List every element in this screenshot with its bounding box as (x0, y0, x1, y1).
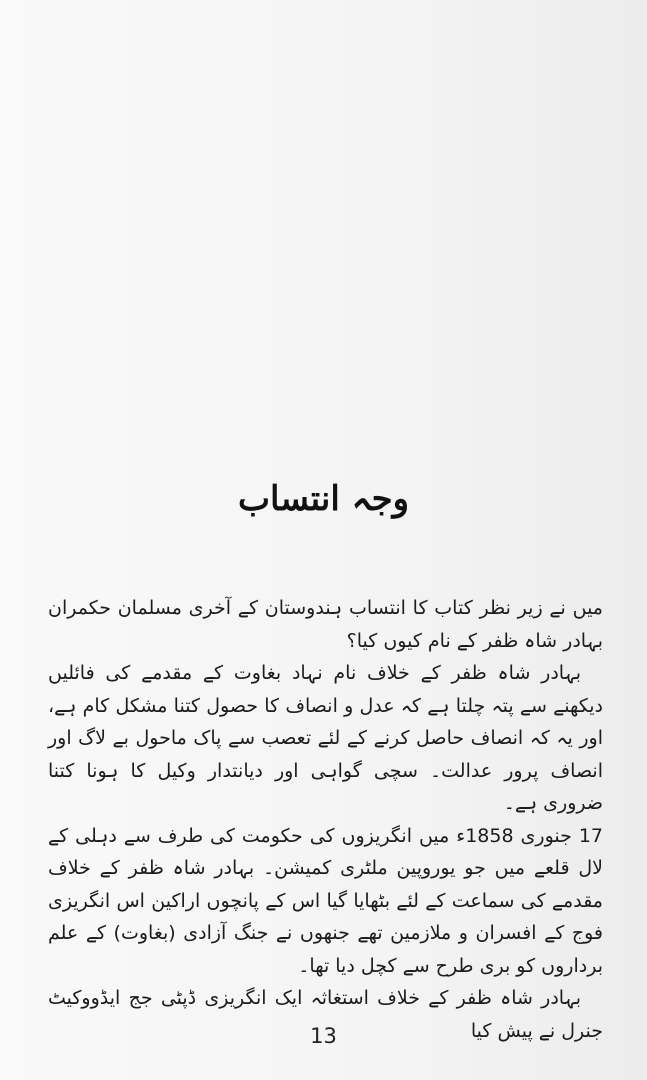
page-title: وجہ انتساب (237, 479, 410, 519)
paragraph: بہادر شاہ ظفر کے خلاف نام نہاد بغاوت کے مقدمے کی فائلیں دیکھنے سے پتہ چلتا ہے کہ عدل و انصاف کا حصول کتنا مشکل کام ہے، اور یہ کہ انصاف حاصل کرنے کے لئے تعصب سے پاک ماحول بے لاگ اور انصاف پرور عدالت۔ سچی گواہی اور دیانتدار وکیل کا ہونا کتنا ضروری ہے۔ (48, 662, 603, 814)
paragraph: بہادر شاہ ظفر کے خلاف استغاثہ ایک انگریزی ڈپٹی جج ایڈووکیٹ جنرل نے پیش کیا (48, 987, 603, 1042)
body-text (48, 592, 603, 1047)
page-number: 13 (310, 1024, 337, 1048)
paragraph: میں نے زیر نظر کتاب کا انتساب ہندوستان کے آخری مسلمان حکمران بہادر شاہ ظفر کے نام کیوں کیا؟ (48, 597, 603, 652)
paragraph: 17 جنوری 1858ء میں انگریزوں کی حکومت کی طرف سے دہلی کے لال قلعے میں جو یوروپین ملٹری کمیشن۔ بہادر شاہ ظفر کے خلاف مقدمے کی سماعت کے لئے بٹھایا گیا اس کے پانچوں اراکین اس انگریزی فوج کے افسران و ملازمین تھے جنھوں نے جنگ آزادی (بغاوت) کے علم برداروں کو بری طرح سے کچل دیا تھا۔ (48, 824, 604, 977)
